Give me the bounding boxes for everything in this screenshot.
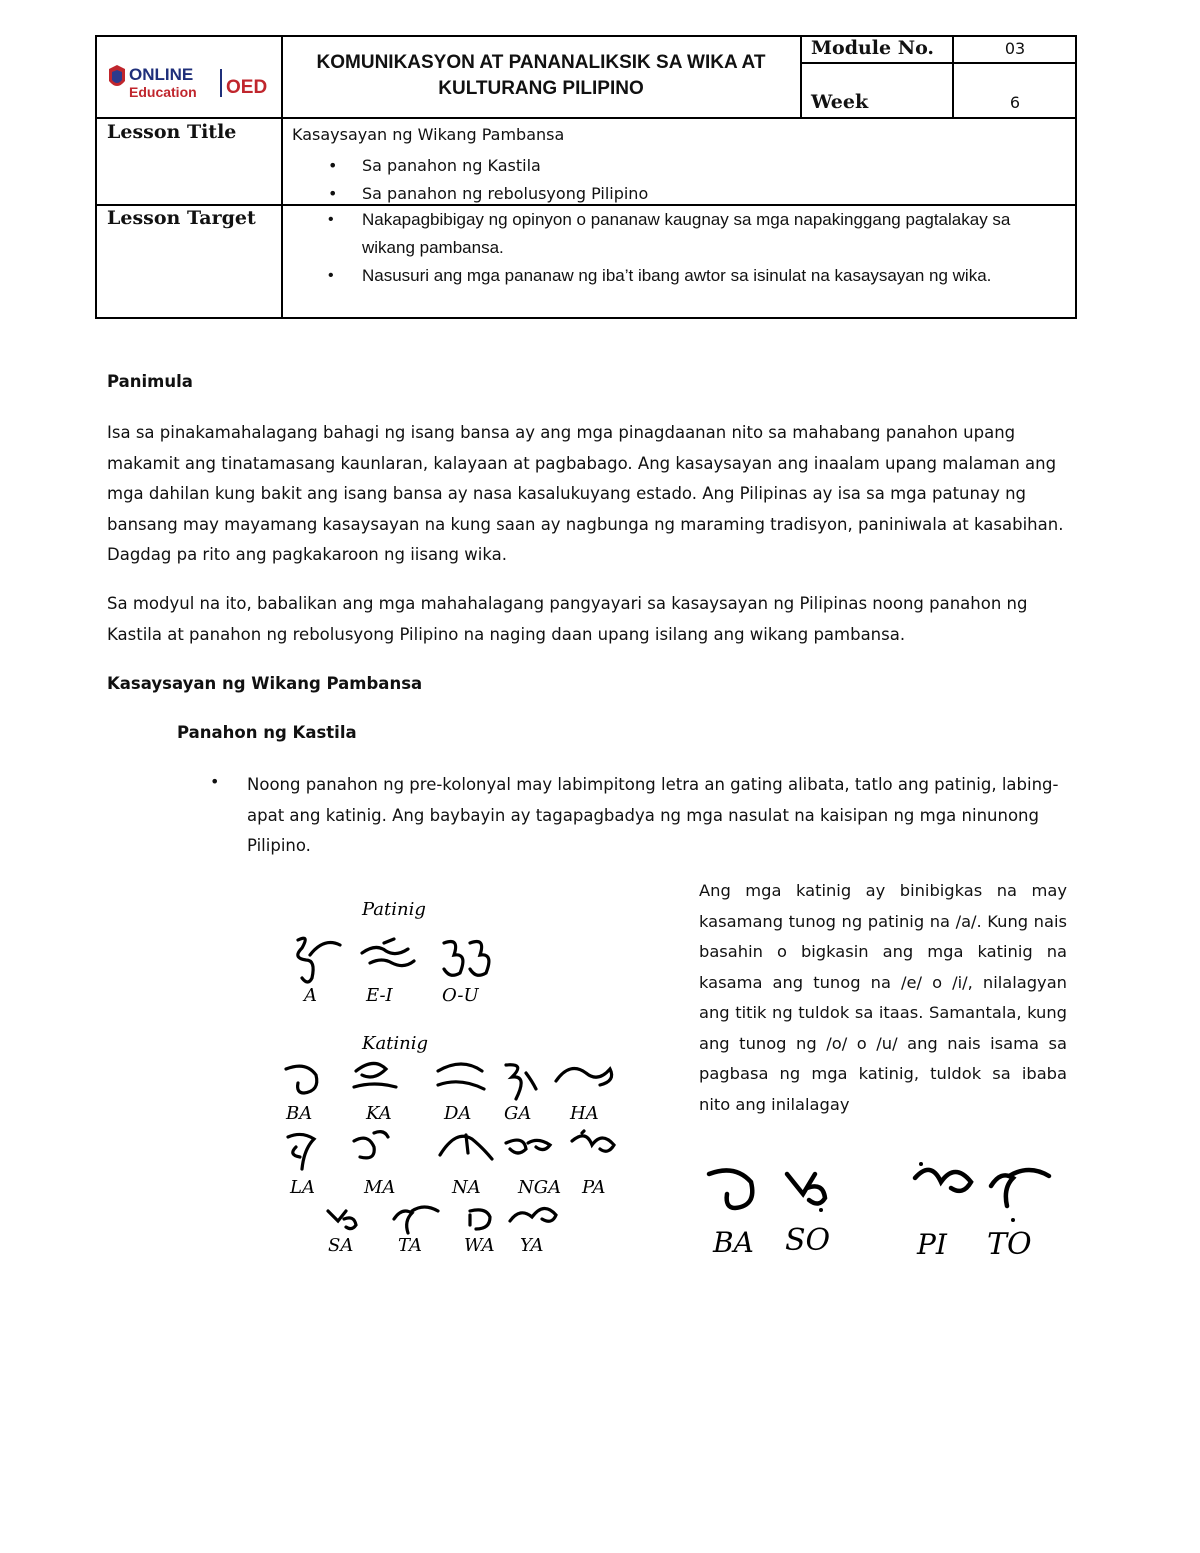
- example-so-glyph: [787, 1174, 825, 1204]
- week-label: Week: [811, 91, 869, 113]
- katinig-text: BA: [286, 1103, 313, 1124]
- katinig-text: MA: [364, 1177, 396, 1198]
- lesson-title: Kasaysayan ng Wikang Pambansa: [292, 125, 565, 144]
- baybayin-na-glyph: [440, 1135, 492, 1159]
- katinig-text: GA: [504, 1103, 532, 1124]
- baybayin-nga-glyph: [506, 1140, 550, 1153]
- lesson-target-label: Lesson Target: [107, 207, 256, 229]
- week-value: 6: [1009, 93, 1021, 112]
- example-ba-glyph: [709, 1170, 752, 1208]
- katinig-text: TA: [398, 1235, 423, 1256]
- baybayin-ou-glyph: [444, 942, 489, 976]
- baybayin-ha-glyph: [556, 1069, 612, 1086]
- lesson-target-body: [292, 206, 1052, 290]
- katinig-text: YA: [520, 1235, 544, 1256]
- example-pi-glyph: [915, 1170, 971, 1191]
- baybayin-ya-glyph: [510, 1208, 556, 1221]
- katinig-text: SA: [328, 1235, 354, 1256]
- katinig-explanation: Ang mga katinig ay binibigkas na may kasamang tunog ng patinig na /a/. Kung nais basahin o bigkasin ang mga katinig na kasama ang tunog na /e/ o /i/, nilalagyan ang titik ng tuldok sa itaas. Samantala, kung ang tunog ng /o/ o /u/ ang nais isama sa pagbasa ng mga katinig, tuldok sa ibaba nito ang inilalagay: [699, 881, 1067, 1114]
- katinig-text: WA: [464, 1235, 495, 1256]
- lesson-title-item: • Sa panahon ng Kastila: [292, 152, 1072, 180]
- lesson-target-item: • Nakapagbibigay ng opinyon o pananaw kaugnay sa mga napakinggang pagtalakay sa wikang pambansa.: [292, 206, 1052, 262]
- katinig-text: PA: [582, 1177, 606, 1198]
- example-text: SO: [785, 1223, 831, 1258]
- katinig-text: HA: [570, 1103, 599, 1124]
- patinig-text-a: A: [304, 985, 317, 1006]
- section-heading: Kasaysayan ng Wikang Pambansa: [107, 674, 423, 693]
- katinig-text: LA: [290, 1177, 315, 1198]
- logo-text-oed: OED: [226, 77, 268, 98]
- baybayin-da-glyph: [438, 1064, 484, 1089]
- subsection-heading: Panahon ng Kastila: [177, 723, 357, 742]
- logo-text-online: ONLINE: [129, 65, 194, 84]
- module-label: Module No.: [811, 37, 935, 59]
- katinig-text: NA: [452, 1177, 481, 1198]
- baybayin-chart: [270, 885, 630, 1265]
- bullet-dot: •: [210, 772, 220, 791]
- patinig-label: Patinig: [362, 899, 426, 920]
- baybayin-a-glyph: [298, 938, 340, 982]
- baybayin-ka-glyph: [354, 1063, 396, 1087]
- baybayin-la-glyph: [288, 1134, 314, 1169]
- baybayin-ba-glyph: [286, 1066, 317, 1093]
- lesson-title-body: [292, 121, 1072, 208]
- lesson-title-item: • Sa panahon ng rebolusyong Pilipino: [292, 180, 1072, 208]
- baybayin-ei-glyph: [362, 939, 414, 966]
- katinig-text: NGA: [518, 1177, 562, 1198]
- kudlit-below-dot: [819, 1208, 823, 1212]
- lesson-title-label: Lesson Title: [107, 121, 237, 143]
- header-table: [95, 35, 1077, 319]
- kudlit-below-dot: [1011, 1218, 1015, 1222]
- patinig-text-ou: O-U: [442, 985, 479, 1006]
- baybayin-ma-glyph: [354, 1132, 388, 1158]
- baybayin-pa-glyph: [572, 1131, 614, 1151]
- intro-paragraph-2: Sa modyul na ito, babalikan ang mga mahahalagang pangyayari sa kasaysayan ng Pilipinas noong panahon ng Kastila at panahon ng rebolusyong Pilipino na naging daan upang isilang ang wikang pambansa.: [107, 594, 1028, 644]
- lesson-target-item: • Nasusuri ang mga pananaw ng iba’t ibang awtor sa isinulat na kasaysayan ng wika.: [292, 262, 1052, 290]
- logo-text-education: Education: [129, 84, 197, 100]
- intro-heading: Panimula: [107, 372, 193, 391]
- example-text: TO: [987, 1227, 1032, 1262]
- example-text: PI: [917, 1228, 947, 1261]
- katinig-text: KA: [366, 1103, 392, 1124]
- baybayin-ga-glyph: [506, 1065, 536, 1099]
- module-value: 03: [1004, 39, 1026, 58]
- bullet-paragraph: Noong panahon ng pre-kolonyal may labimpitong letra an gating alibata, tatlo ang patinig, labing-apat ang katinig. Ang baybayin ay tagapagbadya ng mga nasulat na kaisipan ng mga ninunong Pilipino.: [247, 775, 1059, 855]
- baybayin-wa-glyph: [470, 1210, 490, 1229]
- katinig-text: DA: [444, 1103, 472, 1124]
- course-title: KOMUNIKASYON AT PANANALIKSIK SA WIKA AT KULTURANG PILIPINO: [316, 52, 766, 99]
- baybayin-ta-glyph: [394, 1207, 438, 1233]
- katinig-label: Katinig: [362, 1033, 429, 1054]
- intro-paragraph-1: Isa sa pinakamahalagang bahagi ng isang bansa ay ang mga pinagdaanan nito sa mahabang panahon upang makamit ang tinatamasang kaunlaran, kalayaan at pagbabago. Ang kasaysayan ang inaalam upang malaman ang mga dahilan kung bakit ang isang bansa ay nasa kasalukuyang estado. Ang Pilipinas ay isa sa mga patunay ng bansang may mayamang kasaysayan na kung saan ay nagbunga ng maraming tradisyon, paniniwala at kasabihan. Dagdag pa rito ang pagkakaroon ng iisang wika.: [107, 423, 1064, 564]
- example-text: BA: [713, 1226, 754, 1259]
- example-to-glyph: [991, 1170, 1049, 1206]
- patinig-text-ei: E-I: [366, 985, 393, 1006]
- baybayin-sa-glyph: [328, 1211, 356, 1229]
- baybayin-examples: [695, 1150, 1075, 1270]
- kudlit-above-dot: [919, 1162, 923, 1166]
- logo: [95, 35, 282, 117]
